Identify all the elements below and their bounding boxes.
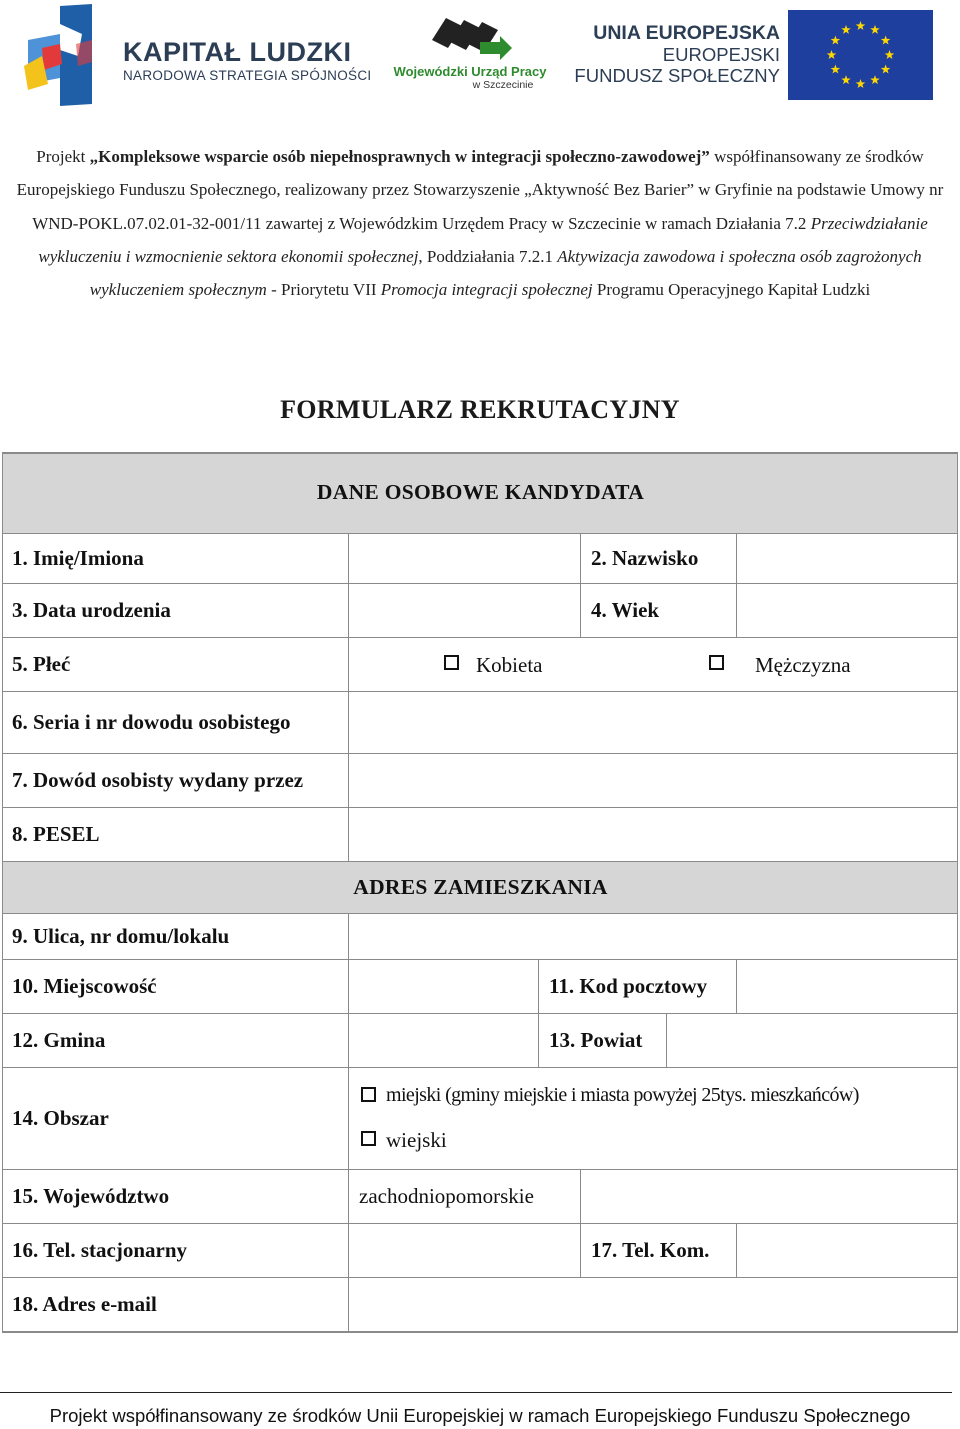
project-description (16, 140, 944, 306)
label-postal-code: 11. Kod pocztowy (549, 974, 708, 998)
street-field[interactable] (349, 914, 958, 960)
ue-line1: UNIA EUROPEJSKA (593, 22, 780, 44)
wup-title: Wojewódzki Urząd Pracy (393, 64, 547, 79)
label-cell-postal-code (539, 960, 737, 1014)
checkbox-male[interactable] (709, 655, 724, 670)
empty-cell-voivodeship (581, 1170, 958, 1224)
email-field[interactable] (349, 1278, 958, 1332)
birth-date-field[interactable] (349, 584, 581, 638)
intro-text-1: Projekt (36, 147, 90, 166)
pesel-field[interactable] (349, 808, 958, 862)
label-birth-date: 3. Data urodzenia (12, 598, 171, 622)
label-gender: 5. Płeć (12, 652, 71, 676)
option-rural-label: wiejski (386, 1128, 447, 1152)
eu-flag-icon (788, 10, 933, 100)
ue-logo-text (566, 22, 780, 86)
first-name-field[interactable] (349, 534, 581, 584)
project-name: „Kompleksowe wsparcie osób niepełnosprawnych w integracji społeczno-zawodowej” (89, 147, 710, 166)
label-cell-age (581, 584, 737, 638)
kapital-ludzki-title: KAPITAŁ LUDZKI (123, 37, 352, 67)
voivodeship-field[interactable] (349, 1170, 581, 1224)
label-cell-birth-date (3, 584, 349, 638)
footer-divider (0, 1392, 952, 1393)
wup-logo-icon (428, 12, 514, 64)
label-area: 14. Obszar (12, 1106, 109, 1130)
id-issuer-field[interactable] (349, 754, 958, 808)
label-last-name: 2. Nazwisko (591, 546, 699, 570)
measure-name: Przeciwdziałanie wykluczeniu i wzmocnienie sektora ekonomii społecznej (38, 213, 928, 266)
county-field[interactable] (667, 1014, 958, 1068)
gender-options-cell (349, 638, 958, 692)
label-cell-email (3, 1278, 349, 1332)
label-cell-commune (3, 1014, 349, 1068)
commune-field[interactable] (349, 1014, 539, 1068)
checkbox-female[interactable] (444, 655, 459, 670)
label-street: 9. Ulica, nr domu/lokalu (12, 924, 230, 948)
label-cell-gender (3, 638, 349, 692)
checkbox-urban[interactable] (361, 1087, 376, 1102)
label-cell-county (539, 1014, 667, 1068)
label-id-issuer: 7. Dowód osobisty wydany przez (12, 768, 304, 792)
label-cell-id-number (3, 692, 349, 754)
footer-text: Projekt współfinansowany ze środków Unii Europejskiej w ramach Europejskiego Funduszu Społecznego (49, 1405, 911, 1426)
label-cell-last-name (581, 534, 737, 584)
section-address-title: ADRES ZAMIESZKANIA (353, 875, 608, 899)
label-pesel: 8. PESEL (12, 822, 100, 846)
section-personal-title: DANE OSOBOWE KANDYDATA (316, 480, 645, 504)
option-urban-label: miejski (gminy miejskie i miasta powyżej 25tys. mieszkańców) (386, 1084, 859, 1106)
age-field[interactable] (737, 584, 958, 638)
area-options-cell (349, 1068, 958, 1170)
label-email: 18. Adres e-mail (12, 1292, 157, 1316)
priority-name: Promocja integracji społecznej (380, 280, 593, 300)
postal-code-field[interactable] (737, 960, 958, 1014)
last-name-field[interactable] (737, 534, 958, 584)
kapital-ludzki-logo-icon (20, 4, 120, 106)
label-cell-first-name (3, 534, 349, 584)
mobile-field[interactable] (737, 1224, 958, 1278)
kapital-ludzki-logo-text (123, 38, 371, 83)
label-cell-id-issuer (3, 754, 349, 808)
label-cell-street (3, 914, 349, 960)
label-commune: 12. Gmina (12, 1028, 106, 1052)
label-cell-landline (3, 1224, 349, 1278)
ue-line2: EUROPEJSKI (662, 44, 780, 65)
label-mobile: 17. Tel. Kom. (591, 1238, 710, 1262)
label-cell-mobile (581, 1224, 737, 1278)
label-county: 13. Powiat (549, 1028, 643, 1052)
label-landline: 16. Tel. stacjonarny (12, 1238, 188, 1262)
label-cell-pesel (3, 808, 349, 862)
city-field[interactable] (349, 960, 539, 1014)
intro-text-4: - Priorytetu VII (266, 280, 381, 300)
intro-text-2: współfinansowany ze środków Europejskiego Funduszu Społecznego, realizowany przez Stowarzyszenie „Aktywność Bez Barier” w Gryfinie na podstawie Umowy nr WND-POKL.07.02.01-32-001/11 zawartej z Wojewódzkim Urzędem Pracy w Szczecinie w ramach Działania 7.2 (16, 147, 944, 233)
label-cell-area (3, 1068, 349, 1170)
section-header-personal (3, 454, 958, 534)
wup-logo-text (390, 64, 550, 91)
intro-text-3: , Poddziałania 7.2.1 (418, 246, 558, 266)
label-id-number: 6. Seria i nr dowodu osobistego (12, 710, 291, 734)
label-city: 10. Miejscowość (12, 974, 157, 998)
submeasure-name: Aktywizacja zawodowa i społeczna osób zagrożonych wykluczeniem społecznym (89, 246, 922, 300)
option-female-label: Kobieta (476, 653, 543, 677)
label-cell-voivodeship (3, 1170, 349, 1224)
section-header-address (3, 862, 958, 914)
checkbox-rural[interactable] (361, 1131, 376, 1146)
ue-line3: FUNDUSZ SPOŁECZNY (574, 65, 780, 86)
wup-subtitle: w Szczecinie (472, 79, 534, 91)
label-voivodeship: 15. Województwo (12, 1184, 170, 1208)
form-title: FORMULARZ REKRUTACYJNY (280, 395, 680, 424)
voivodeship-value: zachodniopomorskie (359, 1184, 534, 1208)
label-cell-city (3, 960, 349, 1014)
kapital-ludzki-subtitle: NARODOWA STRATEGIA SPÓJNOŚCI (123, 68, 372, 83)
intro-text-5: Programu Operacyjnego Kapitał Ludzki (592, 280, 871, 300)
label-age: 4. Wiek (591, 598, 660, 622)
landline-field[interactable] (349, 1224, 581, 1278)
option-male-label: Mężczyzna (755, 653, 851, 677)
id-number-field[interactable] (349, 692, 958, 754)
label-first-name: 1. Imię/Imiona (12, 546, 144, 570)
